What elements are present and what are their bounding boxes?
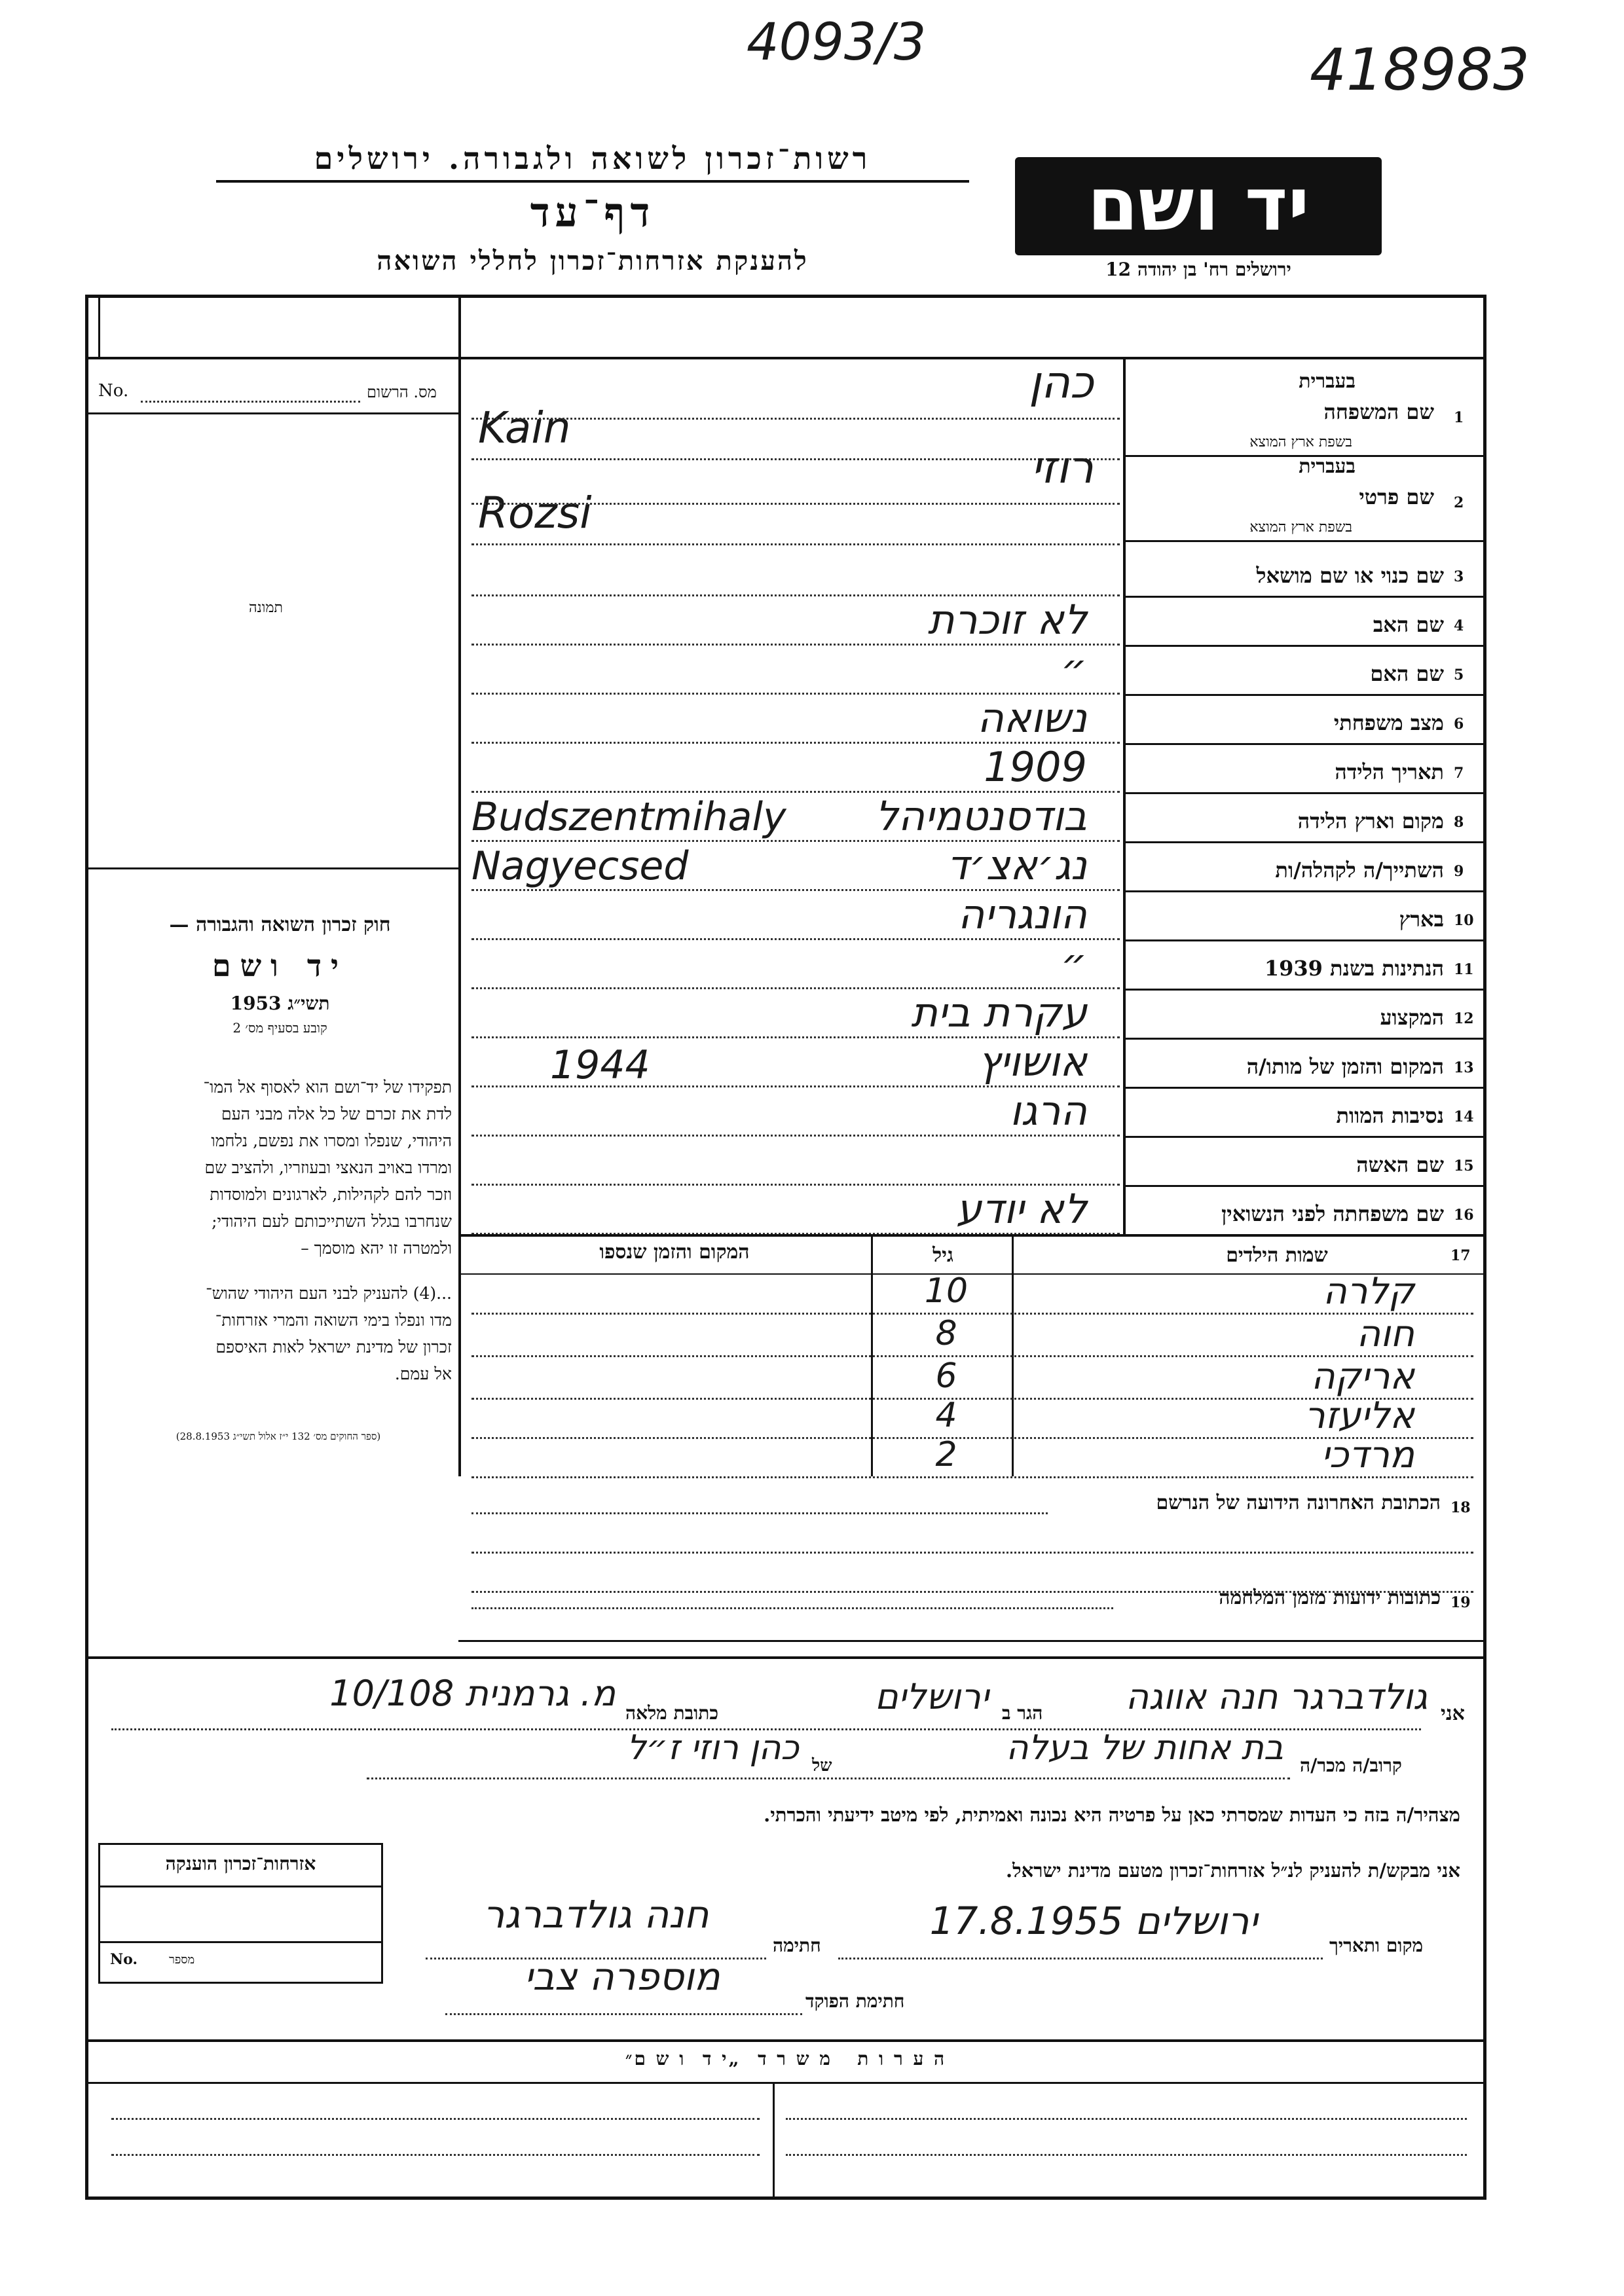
field-local-label: בשפת ארץ המוצא xyxy=(1249,519,1352,536)
archive-number-left: 4093/3 xyxy=(747,13,927,72)
law-line: לדת את זכרם של כל אלה מבני העם xyxy=(221,1104,452,1123)
reg-no-label: No. xyxy=(98,381,129,401)
row-divider xyxy=(1123,1136,1486,1138)
field-value-local: Nagyecsed xyxy=(471,843,689,889)
officer-signature: מוספרה צבי xyxy=(524,1954,720,1999)
child-age: 2 xyxy=(935,1435,957,1474)
row-dots xyxy=(471,1135,1120,1137)
field-number: 14 xyxy=(1454,1108,1474,1125)
row-dots xyxy=(471,1476,1473,1478)
row-divider xyxy=(1123,939,1486,941)
field-value-hebrew: רוזי xyxy=(1031,442,1094,494)
law-title: חוק זכרון השואה והגבורה — xyxy=(169,913,391,936)
signature-label: חתימה xyxy=(773,1935,821,1956)
law-line: מדו ונפלו בימי השואה והמרי אזרחות־ xyxy=(215,1311,452,1330)
field-label: נסיבות המוות xyxy=(1336,1103,1444,1128)
law-line: ...(4) להעניק לבני העם היהודי שהוש־ xyxy=(206,1284,452,1303)
child-name: קלרה xyxy=(1323,1270,1414,1313)
field-label: מקום וארץ הלידה xyxy=(1297,809,1444,833)
org-line: רשות־זכרון לשואה ולגבורה. ירושלים xyxy=(216,141,969,183)
children-col-names: שמות הילדים xyxy=(1226,1244,1328,1267)
row-divider xyxy=(1123,792,1486,794)
field-label: תאריך הלידה xyxy=(1335,759,1444,784)
logo-text: יד ושם xyxy=(1087,162,1310,247)
field-number: 7 xyxy=(1454,765,1464,782)
field-value: 1909 xyxy=(984,743,1087,791)
declarant-name: גולדברגר חנה אווגה xyxy=(1125,1676,1428,1717)
field-label: הנתינות בשנת 1939 xyxy=(1264,956,1444,981)
decl-shel: של xyxy=(812,1756,832,1776)
field-number: 2 xyxy=(1454,494,1464,511)
declaration-request: אני מבקש/ת להעניק לנ״ל אזרחות־זכרון מטעם מדינת ישראל. xyxy=(1006,1859,1460,1882)
law-line: אל עמם. xyxy=(394,1364,452,1383)
field-value: לא זוכרת xyxy=(927,596,1087,644)
field-number: 10 xyxy=(1454,912,1474,929)
office-notes-title: ה ע ר ו ת מ ש ר ד „י ד ו ש ם״ xyxy=(625,2048,947,2069)
yad-vashem-logo xyxy=(1015,157,1382,255)
archive-number-right: 418983 xyxy=(1310,36,1530,103)
law-line: ולמטרה זו יהא מוסמך – xyxy=(301,1239,452,1258)
field-number: 3 xyxy=(1454,568,1464,585)
declaration-statement: מצהיר/ה בזה כי העדות שמסרתי כאן על פרטיה היא נכונה ואמיתית, לפי מיטב ידיעתי והכרתי. xyxy=(764,1804,1460,1826)
field-label: המקצוע xyxy=(1380,1005,1444,1030)
field-label: השתייך/ה לקהלה/ות xyxy=(1275,858,1444,883)
row-divider xyxy=(1123,743,1486,745)
field-local-label: בשפת ארץ המוצא xyxy=(1249,434,1352,450)
field-value-year: 1944 xyxy=(550,1042,650,1088)
field-label: שם פרטי xyxy=(1359,484,1434,509)
field-value: הרגו xyxy=(1010,1087,1087,1135)
field-number: 17 xyxy=(1450,1247,1471,1264)
officer-signature-label: חתימת הפוקד xyxy=(805,1990,905,2012)
child-age: 8 xyxy=(935,1314,957,1353)
row-divider xyxy=(1123,540,1486,542)
field-value: הונגריה xyxy=(957,890,1087,938)
field-label: שם האשה xyxy=(1356,1152,1444,1177)
law-text-block xyxy=(115,913,445,1036)
law-clause-ref: קובע בסעיף מס׳ 2 xyxy=(232,1020,327,1036)
field-hebrew-label: בעברית xyxy=(1299,370,1356,393)
child-age: 10 xyxy=(924,1271,969,1311)
row-divider xyxy=(1123,989,1486,991)
form-title: דף־עד xyxy=(530,189,655,236)
field-value-local: Kain xyxy=(478,403,571,453)
child-age: 6 xyxy=(935,1357,957,1396)
row-divider xyxy=(1123,596,1486,598)
law-line: היהודי, שנפלו ומסרו את נפשם, נלחמו xyxy=(211,1131,452,1150)
photo-label: תמונה xyxy=(249,600,283,616)
decl-ani: אני xyxy=(1441,1702,1465,1725)
field-number: 13 xyxy=(1454,1059,1474,1076)
award-box-title: אזרחות־זכרון הוענקה xyxy=(165,1853,316,1874)
row-dots xyxy=(471,418,1120,420)
field-value: עקרת בית xyxy=(911,989,1087,1036)
address-label: כתובת מלאה xyxy=(625,1702,719,1724)
row-divider xyxy=(1123,890,1486,892)
field-label: שם משפחתה לפני הנשואין xyxy=(1221,1201,1444,1226)
field-label: בארץ xyxy=(1399,907,1444,932)
field-label: שם המשפחה xyxy=(1323,399,1434,424)
law-line: שנחרבו בגלל השתייכותם לעם היהודי; xyxy=(212,1212,452,1231)
field-number: 8 xyxy=(1454,814,1464,831)
field-18-label: הכתובת האחרונה הידועה של הנרשם xyxy=(1156,1491,1441,1514)
field-number: 1 xyxy=(1454,409,1464,426)
relative-label: קרוב/ה מכר/ה xyxy=(1300,1755,1402,1776)
row-divider xyxy=(1123,1185,1486,1187)
decl-gar-be: הגר ב xyxy=(1002,1702,1043,1724)
field-label: המקום והזמן של מותו/ה xyxy=(1246,1054,1444,1079)
law-year: תשי״ג 1953 xyxy=(230,993,330,1014)
field-number: 16 xyxy=(1454,1207,1474,1224)
row-divider xyxy=(1123,1087,1486,1089)
field-value-local: Rozsi xyxy=(478,488,592,538)
field-value: ״ xyxy=(1061,939,1087,987)
declarant-signature: חנה גולדברגר xyxy=(483,1892,709,1937)
field-number: 4 xyxy=(1454,617,1464,634)
law-line: ומרדו באויב הנאצי ובעוזריו, ולהציב שם xyxy=(204,1158,452,1177)
field-value-hebrew: כהן xyxy=(1029,357,1094,409)
row-dots xyxy=(471,503,1120,505)
field-number: 18 xyxy=(1450,1499,1471,1516)
declarant-relation: בת אחות של בעלה xyxy=(1006,1728,1283,1768)
law-name: יד ושם xyxy=(212,948,348,983)
row-divider xyxy=(1123,841,1486,843)
law-line: זכרון של מדינת ישראל לאות האיספם xyxy=(215,1338,452,1357)
field-label: מצב משפחתי xyxy=(1333,710,1444,735)
row-divider xyxy=(1123,1038,1486,1040)
field-hebrew-label: בעברית xyxy=(1299,455,1356,478)
field-number: 12 xyxy=(1454,1010,1474,1027)
children-col-age: גיל xyxy=(932,1244,953,1267)
field-label: שם האב xyxy=(1373,612,1444,637)
child-name: חוה xyxy=(1356,1313,1414,1355)
field-value: לא יודע xyxy=(956,1185,1087,1233)
row-divider xyxy=(1123,645,1486,647)
field-label: שם כנוי או שם מושאל xyxy=(1256,563,1444,588)
field-number: 15 xyxy=(1454,1157,1474,1175)
row-divider xyxy=(1123,694,1486,696)
child-name: אליעזר xyxy=(1304,1394,1414,1437)
field-value: בודסנטמיהל xyxy=(875,792,1087,840)
award-no-label: No. xyxy=(110,1951,138,1968)
child-name: מרדכי xyxy=(1321,1434,1414,1476)
law-line: תפקידו של יד־ושם הוא לאסוף אל המו־ xyxy=(203,1078,452,1097)
field-number: 19 xyxy=(1450,1594,1471,1611)
form-subtitle: להענקת אזרחות־זכרון לחללי השואה xyxy=(377,246,809,276)
relation-of-whom: כהן רוזי ז״ל xyxy=(627,1728,799,1768)
field-19-label: כתובות ידועות מזמן המלחמה xyxy=(1219,1586,1441,1609)
reg-number-label: מס. הרשום xyxy=(367,383,437,401)
address-line: ירושלים רח' בן יהודה 12 xyxy=(1105,259,1291,280)
field-label: שם האם xyxy=(1370,661,1444,686)
children-col-place: המקום והזמן שנספו xyxy=(599,1241,750,1264)
field-number: 11 xyxy=(1454,961,1474,978)
declarant-city: ירושלים xyxy=(874,1676,989,1717)
row-dots xyxy=(471,543,1120,545)
field-value: נג׳אצ׳ד xyxy=(947,841,1087,889)
law-source: (ספר החוקים מס׳ 132 י״ז אלול תשי״ג 28.8.1953) xyxy=(175,1430,381,1442)
field-value-local: Budszentmihaly xyxy=(471,794,786,840)
law-line: וזכר להם לקהילות, לארגונים ולמוסדות xyxy=(210,1185,452,1204)
child-age: 4 xyxy=(935,1396,957,1435)
child-name: אריקה xyxy=(1311,1355,1414,1398)
place-date-value: ירושלים 17.8.1955 xyxy=(929,1899,1258,1943)
law-paragraph-2 xyxy=(105,1280,452,1387)
field-value: אושויץ xyxy=(978,1038,1087,1085)
award-number-label: מספר xyxy=(169,1953,195,1967)
place-date-label: מקום ותאריך xyxy=(1329,1935,1424,1956)
field-number: 5 xyxy=(1454,666,1464,683)
field-value: נשואה xyxy=(977,694,1087,742)
field-number: 6 xyxy=(1454,716,1464,733)
field-value: ״ xyxy=(1061,645,1087,693)
field-number: 9 xyxy=(1454,863,1464,880)
declarant-address: מ. גרמנית 10/108 xyxy=(329,1673,616,1714)
law-paragraph xyxy=(105,1074,452,1262)
